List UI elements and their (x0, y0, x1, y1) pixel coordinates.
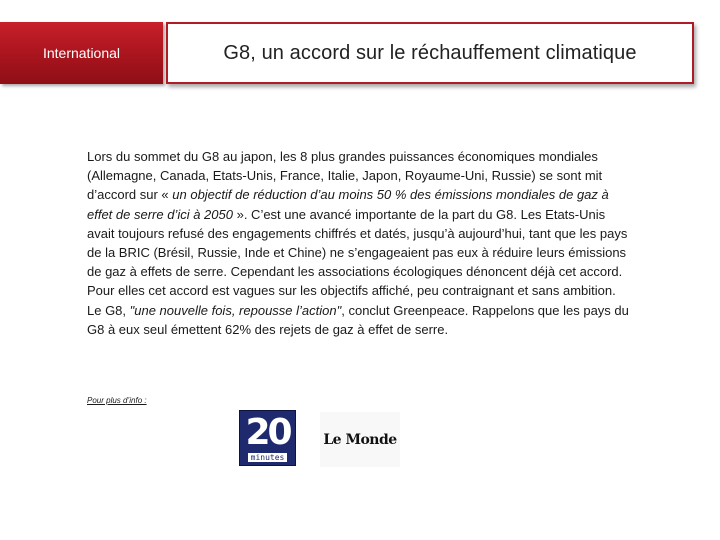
page-title-box (166, 22, 694, 84)
article-text-1: Lors du sommet du G8 au japon, les 8 plus grandes puissances économiques mondiales (Allemagne, Canada, Etats-Unis, France, Italie, Japon, Royaume-Uni, Russie) se sont mit d’accord sur « (87, 149, 603, 203)
article-text-2: ». C’est une avancé importante de la part du G8. Les Etats-Unis avait toujours refusé des engagements chiffrés et datés, jusqu’à aujourd’hui, tant que les pays de la BRIC (Brésil, Russie, Inde et Chine) ne s’engageaient pas eux à réduire leurs émissions de gaz à effets de serre. Cependant les associations écologiques dénoncent déjà cet accord. Pour elles cet accord est vagues sur les objectifs affiché, peu contraignant et sans ambition. Le G8, (87, 206, 628, 318)
page-title: G8, un accord sur le réchauffement climatique (223, 41, 637, 64)
le-monde-logo-text: Le Monde (323, 431, 397, 448)
article-text-3: , conclut Greenpeace. Rappelons que les pays du G8 à eux seul émettent 62% des rejets de gaz à effet de serre. (87, 302, 629, 337)
more-info-link[interactable]: Pour plus d’info : (87, 396, 147, 405)
20-minutes-logo-word: minutes (248, 453, 288, 462)
20-minutes-logo-number: 20 (245, 411, 290, 453)
article-body (87, 147, 632, 339)
20-minutes-logo[interactable] (239, 410, 296, 466)
article-quote-2: "une nouvelle fois, repousse l’action" (129, 302, 342, 318)
le-monde-logo[interactable] (320, 412, 400, 467)
article-quote-1: un objectif de réduction d’au moins 50 % des émissions mondiales de gaz à effet de serre d’ici à 2050 (87, 187, 609, 222)
section-label: International (42, 45, 121, 61)
section-tab-international (0, 22, 163, 84)
